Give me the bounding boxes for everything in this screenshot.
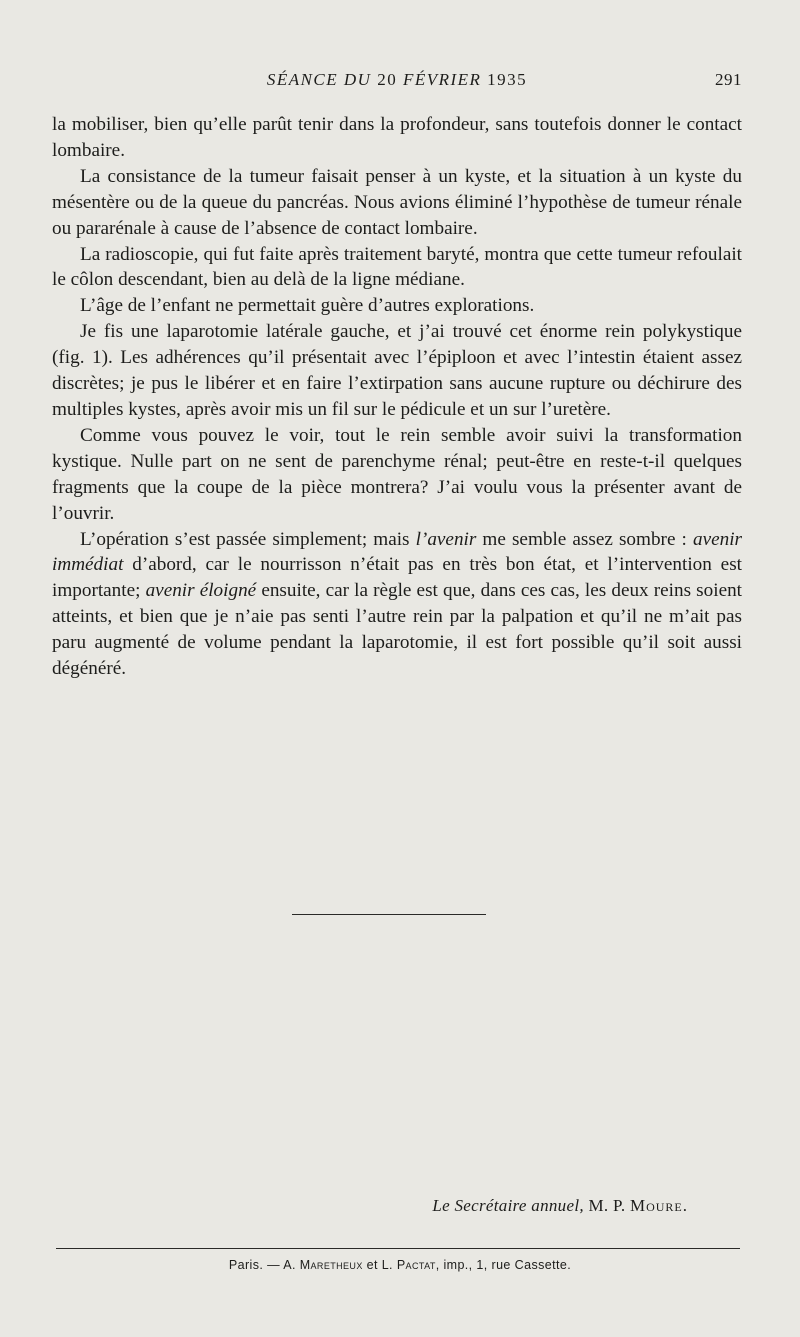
title-part-month: FÉVRIER — [397, 70, 488, 89]
paragraph-1: la mobiliser, bien qu’elle parût tenir dans la profondeur, sans toutefois donner le contact lombaire. — [52, 114, 742, 161]
title-part-year: 1935 — [487, 70, 528, 89]
title-part-seance: SÉANCE DU — [266, 70, 378, 89]
paragraph-5: Je fis une laparotomie latérale gauche, et j’ai trouvé cet énorme rein polykystique (fig. 1). Les adhérences qu’il présentait avec l’épiploon et avec l’intestin étaient assez discrètes; je pus le libérer et en faire l’extirpation sans aucune rupture ou déchirure des multiples kystes, après avoir mis un fil sur le pédicule et un sur l’uretère. — [52, 321, 742, 420]
title-part-day: 20 — [377, 70, 398, 89]
paragraph-6: Comme vous pouvez le voir, tout le rein semble avoir suivi la transformation kystique. Nulle part on ne sent de parenchyme rénal; peut-être en reste-t-il quelques fragments que la coupe de la pièce montrera? J’ai voulu vous la présenter avant de l’ouvrir. — [52, 424, 742, 524]
signature-role: Le Secrétaire annuel, — [432, 1196, 584, 1215]
printer-imprint — [0, 1258, 800, 1272]
paragraph-3: La radioscopie, qui fut faite après traitement baryté, montra que cette tumeur refoulait le côlon descendant, bien au delà de la ligne médiane. — [52, 243, 742, 291]
paragraph-7-text-2: me semble assez sombre : — [476, 528, 693, 550]
paragraph-7-italic-2: avenir immédiat — [52, 528, 742, 576]
paragraph-7 — [52, 527, 742, 682]
section-divider-rule — [292, 914, 486, 915]
paragraph-2: La consistance de la tumeur faisait penser à un kyste, et la situation à un kyste du mésentère ou de la queue du pancréas. Nous avions éliminé l’hypothèse de tumeur rénale ou pararénale à cause de l’absence de contact lombaire. — [52, 165, 742, 239]
body-text — [52, 112, 742, 682]
running-head-title — [52, 70, 742, 90]
imprint-address: , imp., 1, rue Cassette. — [435, 1258, 572, 1272]
imprint-conjunction: et L. — [362, 1258, 397, 1272]
paragraph-7-text-1: L’opération s’est passée simplement; mais — [80, 528, 416, 550]
paragraph-7-italic-3: avenir éloigné — [145, 580, 257, 602]
running-head — [52, 70, 742, 96]
imprint-printer-1: Maretheux — [299, 1258, 363, 1272]
signature-surname: Moure. — [629, 1196, 688, 1215]
footer-rule — [56, 1248, 740, 1249]
paragraph-4: L’âge de l’enfant ne permettait guère d’autres explorations. — [80, 295, 535, 317]
signature — [432, 1196, 688, 1216]
imprint-printer-2: Pactat — [396, 1258, 436, 1272]
page-number: 291 — [715, 70, 742, 89]
imprint-city: Paris. — A. — [228, 1258, 300, 1272]
paragraph-7-text-3: d’abord, car le nourrisson n’était pas en très bon état, et l’intervention est importante; — [52, 554, 742, 602]
paragraph-7-italic-1: l’avenir — [415, 528, 477, 550]
paragraph-7-text-4: ensuite, car la règle est que, dans ces cas, les deux reins soient atteints, et bien que je n’aie pas senti l’autre rein par la palpation et qu’il ne m’ait pas paru augmenté de volume pendant la laparotomie, il est fort possible qu’il soit aussi dégénéré. — [52, 580, 743, 680]
signature-initials: M. P. — [588, 1196, 626, 1215]
